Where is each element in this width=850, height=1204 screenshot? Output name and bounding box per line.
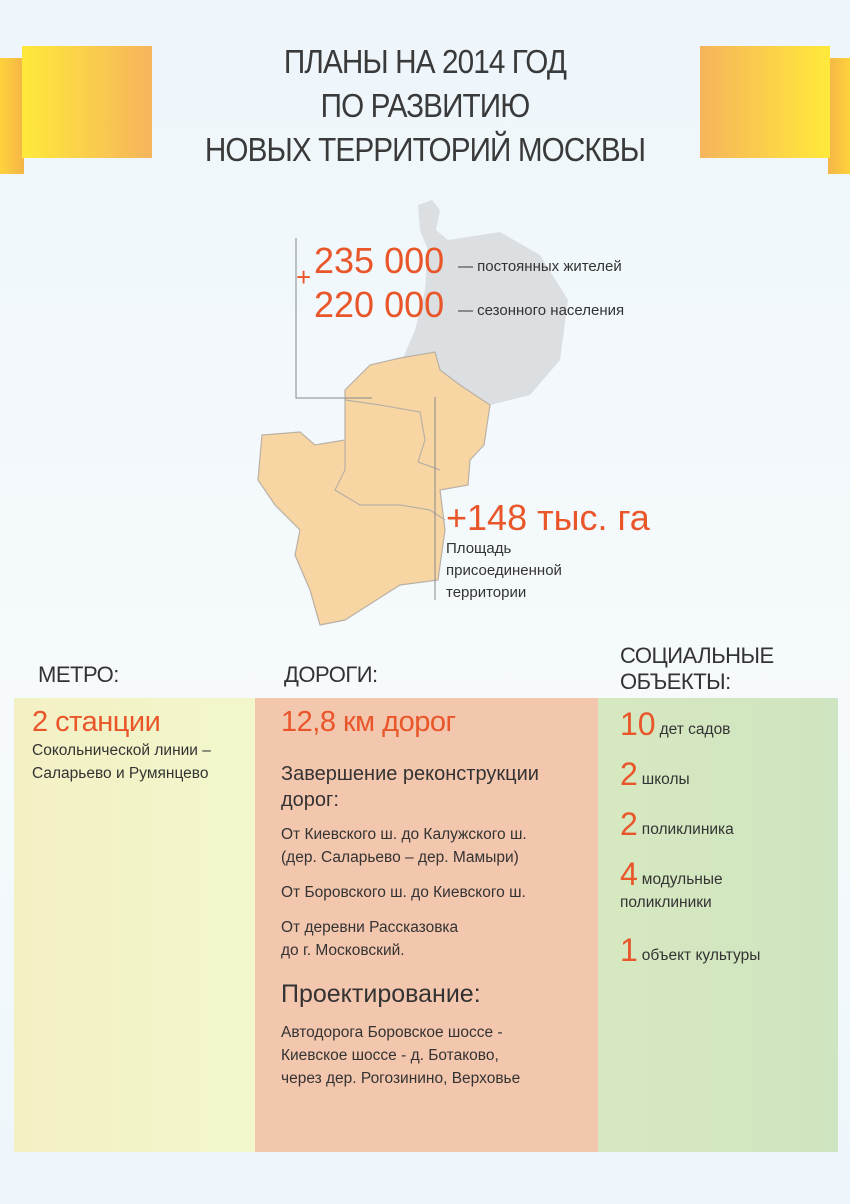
social-panel	[598, 698, 838, 1152]
area-label: Площадь присоединенной территории	[446, 540, 562, 601]
seasonal-population-label: — сезонного населения	[458, 302, 625, 319]
social-heading: СОЦИАЛЬНЫЕ ОБЪЕКТЫ:	[620, 643, 774, 694]
roads-heading: ДОРОГИ:	[284, 662, 378, 687]
reconstruction-title: Завершение реконструкции дорог:	[281, 763, 539, 811]
area-value: +148 тыс. га	[446, 497, 650, 538]
social-item: 2 школы	[620, 756, 690, 792]
page-title: ПЛАНЫ НА 2014 ГОД ПО РАЗВИТИЮ НОВЫХ ТЕРРИТОРИЙ МОСКВЫ	[204, 43, 646, 168]
plus-sign: +	[296, 262, 312, 292]
social-item: 2 поликлиника	[620, 806, 734, 842]
permanent-residents-value: 235 000	[314, 240, 445, 281]
roads-panel: 12,8 км дорог Завершение реконструкции дорог: От Киевского ш. до Калужского ш. (дер. Саларьево – дер. Мамыри) От Боровского ш. до Киевского ш. От деревни Рассказовка до г. Московский. Проектирование: Автодорога Боровское шоссе - Киевское шоссе - д. Ботаково, через дер. Рогозинино, Верховье	[255, 698, 598, 1152]
seasonal-population-value: 220 000	[314, 284, 445, 325]
permanent-residents-label: — постоянных жителей	[458, 258, 622, 275]
metro-highlight: 2 станции	[32, 706, 161, 738]
design-title: Проектирование:	[281, 980, 481, 1008]
roads-highlight: 12,8 км дорог	[281, 706, 456, 738]
metro-heading: МЕТРО:	[38, 662, 119, 687]
social-item: 4 модульные поликлиники	[620, 856, 723, 911]
social-item: 1 объект культуры	[620, 932, 761, 968]
metro-panel: 2 станции Сокольнической линии – Саларьево и Румянцево	[14, 698, 255, 1152]
social-item: 10 дет садов	[620, 706, 731, 742]
